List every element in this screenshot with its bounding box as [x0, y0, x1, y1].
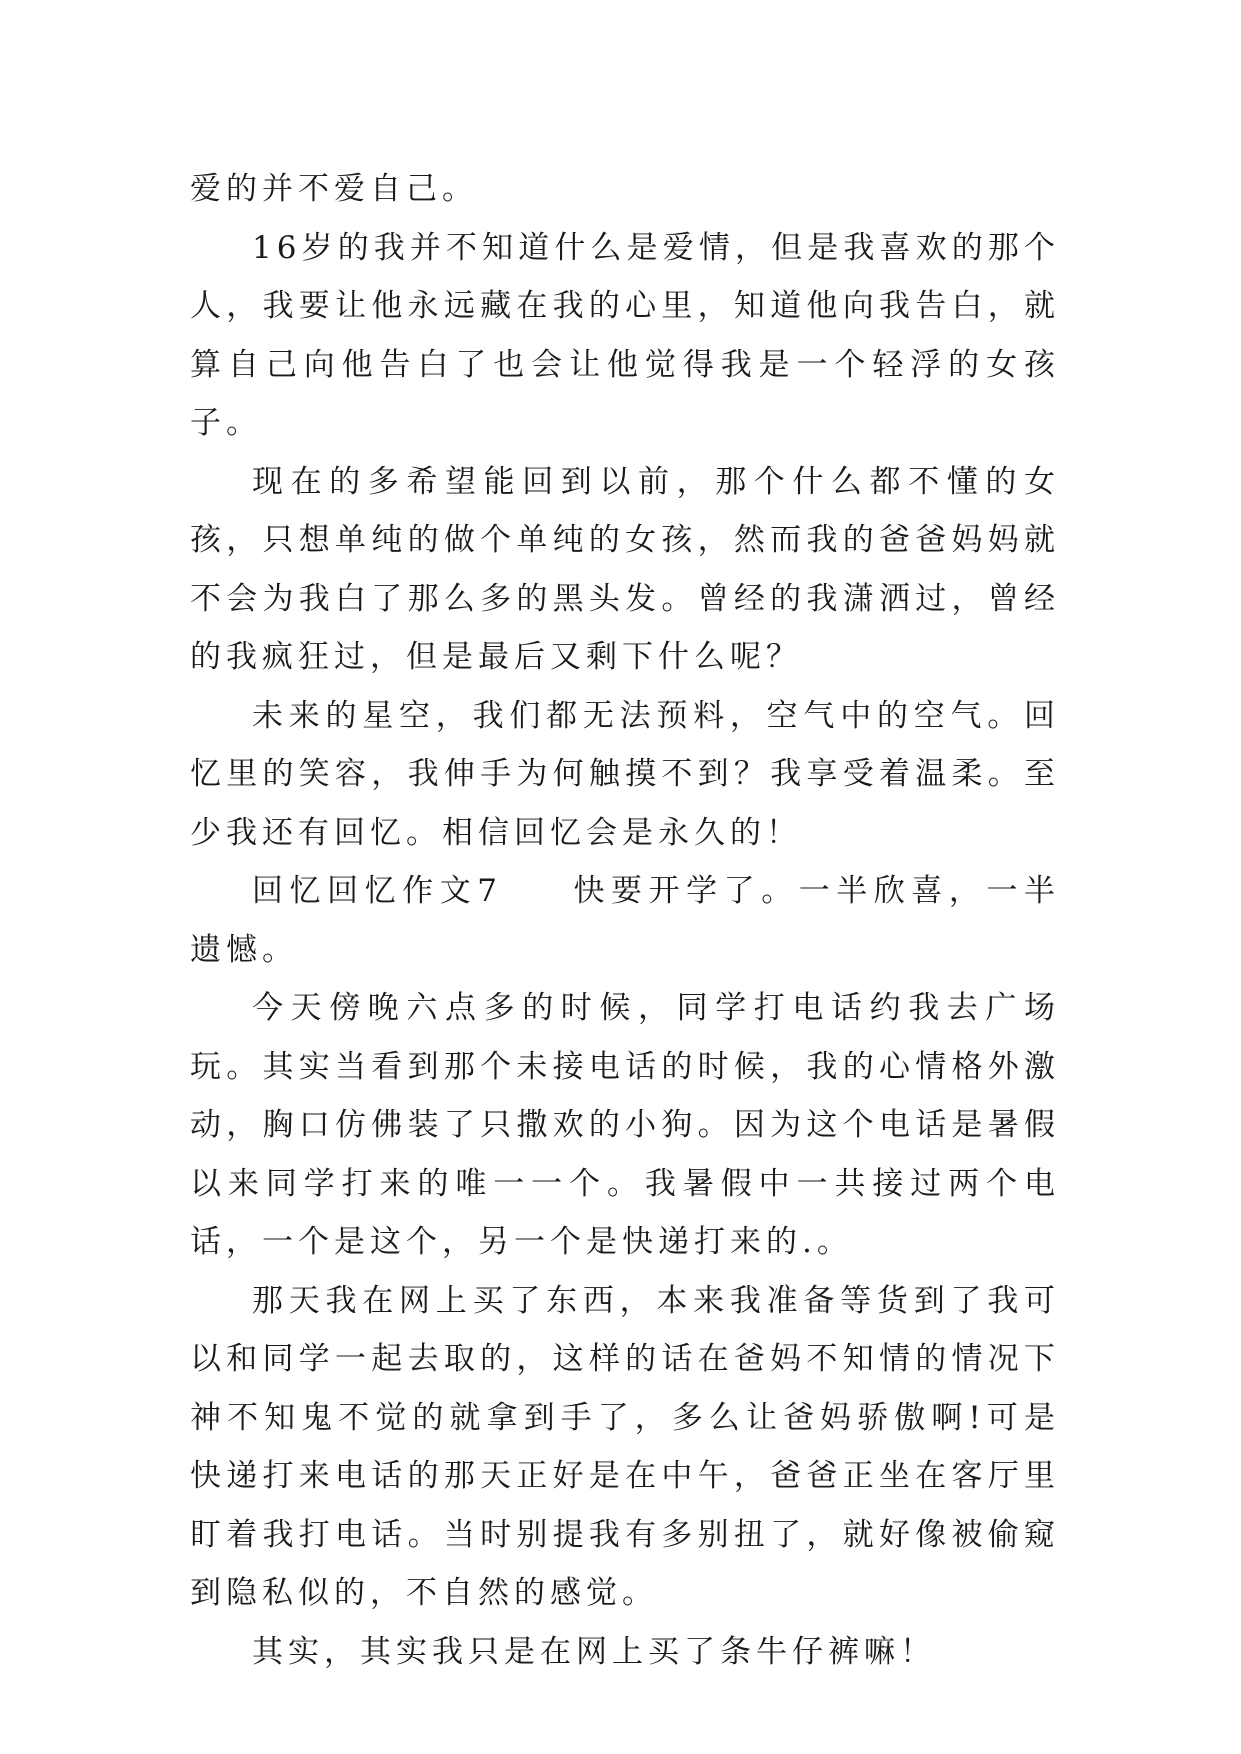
- paragraph-5: 今天傍晚六点多的时候，同学打电话约我去广场玩。其实当看到那个未接电话的时候，我的心情格外激动，胸口仿佛装了只撒欢的小狗。因为这个电话是暑假以来同学打来的唯一一个。我暑假中一共接过两个电话，一个是这个，另一个是快递打来的.。: [190, 990, 1060, 1260]
- paragraph-1: 爱的并不爱自己。: [190, 171, 478, 207]
- paragraph-3: 现在的多希望能回到以前，那个什么都不懂的女孩，只想单纯的做个单纯的女孩，然而我的爸爸妈妈就不会为我白了那么多的黑头发。曾经的我潇洒过，曾经的我疯狂过，但是最后又剩下什么呢？: [190, 463, 1060, 675]
- section-title: 回忆回忆作文7: [252, 873, 502, 909]
- document-body: [190, 160, 1060, 1681]
- section-heading-line: [190, 862, 1060, 979]
- section-lead: 快要开学了。一半欣喜，一半遗憾。: [190, 873, 1060, 968]
- paragraph-6: 那天我在网上买了东西，本来我准备等货到了我可以和同学一起去取的，这样的话在爸妈不知情的情况下神不知鬼不觉的就拿到手了，多么让爸妈骄傲啊!可是快递打来电话的那天正好是在中午，爸爸正坐在客厅里盯着我打电话。当时别提我有多别扭了，就好像被偷窥到隐私似的，不自然的感觉。: [190, 1282, 1060, 1611]
- paragraph-4: 未来的星空，我们都无法预料，空气中的空气。回忆里的笑容，我伸手为何触摸不到？我享受着温柔。至少我还有回忆。相信回忆会是永久的！: [190, 697, 1060, 851]
- paragraph-7: 其实，其实我只是在网上买了条牛仔裤嘛！: [252, 1633, 936, 1670]
- paragraph-2: 16岁的我并不知道什么是爱情，但是我喜欢的那个人，我要让他永远藏在我的心里，知道他向我告白，就算自己向他告白了也会让他觉得我是一个轻浮的女孩子。: [190, 229, 1060, 441]
